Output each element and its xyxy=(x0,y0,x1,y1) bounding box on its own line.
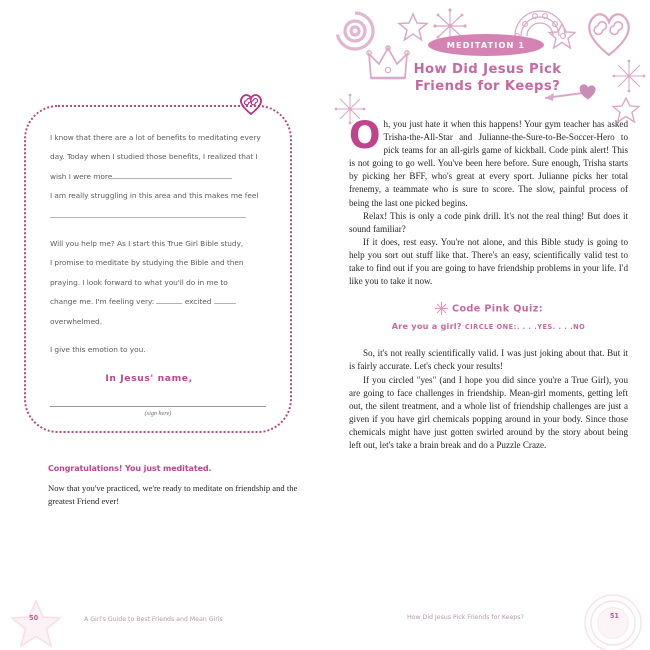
left-page-footer xyxy=(0,590,325,650)
chapter-title xyxy=(365,62,610,95)
prayer-line: I promise to meditate by studying the Bible and then xyxy=(50,258,244,268)
sparkle-burst-icon xyxy=(611,58,647,94)
chapter-title-line-2: Friends for Keeps? xyxy=(414,78,561,94)
fill-in-blank[interactable] xyxy=(112,168,232,179)
prayer-text-block xyxy=(50,128,272,417)
body-column xyxy=(349,114,628,452)
star-outline-icon xyxy=(547,22,577,50)
star-outline-icon xyxy=(397,12,429,42)
prayer-line-with-blank: wish I were more xyxy=(50,167,272,186)
right-page xyxy=(325,0,650,650)
fill-in-blank[interactable] xyxy=(50,207,246,218)
congratulations-block xyxy=(48,464,298,507)
prayer-closing: In Jesus' name, xyxy=(105,373,193,385)
star-outline-icon xyxy=(8,596,64,650)
congratulations-body: Now that you've practiced, we're ready to meditate on friendship and the greatest Friend ever! xyxy=(48,483,298,506)
paragraph-4: So, it's not really scientifically valid. I was just joking about that. But it is fairly accurate. Let's check your results! xyxy=(349,348,628,372)
swirl-heart-icon xyxy=(238,92,264,116)
fill-in-blank-overwhelmed[interactable] xyxy=(214,293,236,304)
prayer-line: I give this emotion to you. xyxy=(50,345,146,355)
prayer-line-with-blank xyxy=(50,206,272,225)
chapter-title-line-1: How Did Jesus Pick xyxy=(413,62,562,77)
signature-line[interactable] xyxy=(50,406,266,407)
meditation-badge-label: MEDITATION 1 xyxy=(446,40,526,50)
sparkle-burst-icon xyxy=(434,301,449,316)
right-page-footer xyxy=(325,590,650,650)
prayer-line: I am really struggling in this area and this makes me feel xyxy=(50,191,259,201)
prayer-line: I know that there are a lot of benefits to meditating every xyxy=(50,133,261,142)
prayer-line-emotion-choice: change me. I'm feeling very: excited xyxy=(50,292,272,311)
prayer-line: day. Today when I studied those benefits, I realized that I xyxy=(50,152,258,162)
quiz-option-yes[interactable]: YES xyxy=(537,323,553,332)
paragraph-1: h, you just hate it when this happens! Your gym teacher has asked Trisha-the-All-Star and Julianne-the-Sure-to-Be-Soccer-Hero to pick teams for an all-girls game of kickball. Code pink alert! This is not going to go well. You've been here before. Sure enough, Trisha starts by picking her BFF, who's great at every sport. Julianne picks her total frenemy, a teammate who is sure to score. The slow, painful process of being the last one picked begins. xyxy=(349,119,628,208)
page-number: 50 xyxy=(29,614,39,622)
swirl-heart-icon xyxy=(583,10,635,58)
paragraph-2: Relax! This is only a code pink drill. It's not the real thing! But does it sound familiar? xyxy=(349,210,628,234)
quiz-question: Are you a girl? xyxy=(391,321,462,332)
quiz-dots-1: . . . . xyxy=(516,323,538,332)
quiz-instruction: CIRCLE ONE: xyxy=(464,323,517,332)
circle-medallion-icon xyxy=(582,592,644,650)
quiz-dots-2: . . . . xyxy=(552,323,574,332)
paragraph-3: If it does, rest easy. You're not alone, and this Bible study is going to help you sort out stuff like that. There's an easy, scientifically valid test to take to find out if you are going to have friendship problems in your life. I'd like you to take it now. xyxy=(349,236,628,287)
quiz-question-row xyxy=(349,320,628,334)
code-pink-quiz xyxy=(349,301,628,334)
running-head: A Girl's Guide to Best Friends and Mean Girls xyxy=(84,616,223,623)
sign-here-label: (sign here) xyxy=(144,410,172,418)
page-number: 51 xyxy=(609,612,619,620)
prayer-line: Will you help me? As I start this True Girl Bible study, xyxy=(50,239,244,249)
paragraph-5: If you circled "yes" (and I hope you did since you're a True Girl), you are going to face challenges in friendship. Mean-girl moments, getting left out, the silent treatment, and a whole list of friendship challenges are just a given if you have girl chemicals popping around in your body. Since those chemicals might have just gotten swirled around by the story about being left out, let's take a brain break and do a Puzzle Craze. xyxy=(349,374,628,450)
congratulations-heading: Congratulations! You just meditated. xyxy=(48,464,212,473)
prayer-line: overwhelmed. xyxy=(50,316,102,326)
meditation-badge xyxy=(428,34,544,56)
prayer-line: praying. I look forward to what you'll do in me to xyxy=(50,277,228,287)
drop-cap: O xyxy=(349,114,381,157)
fill-in-blank-excited[interactable] xyxy=(156,293,182,304)
opening-paragraph xyxy=(349,114,628,210)
quiz-option-no[interactable]: NO xyxy=(573,323,586,332)
quiz-title: Code Pink Quiz: xyxy=(452,303,543,315)
running-head: How Did Jesus Pick Friends for Keeps? xyxy=(407,614,524,621)
quiz-title-row xyxy=(349,301,628,316)
